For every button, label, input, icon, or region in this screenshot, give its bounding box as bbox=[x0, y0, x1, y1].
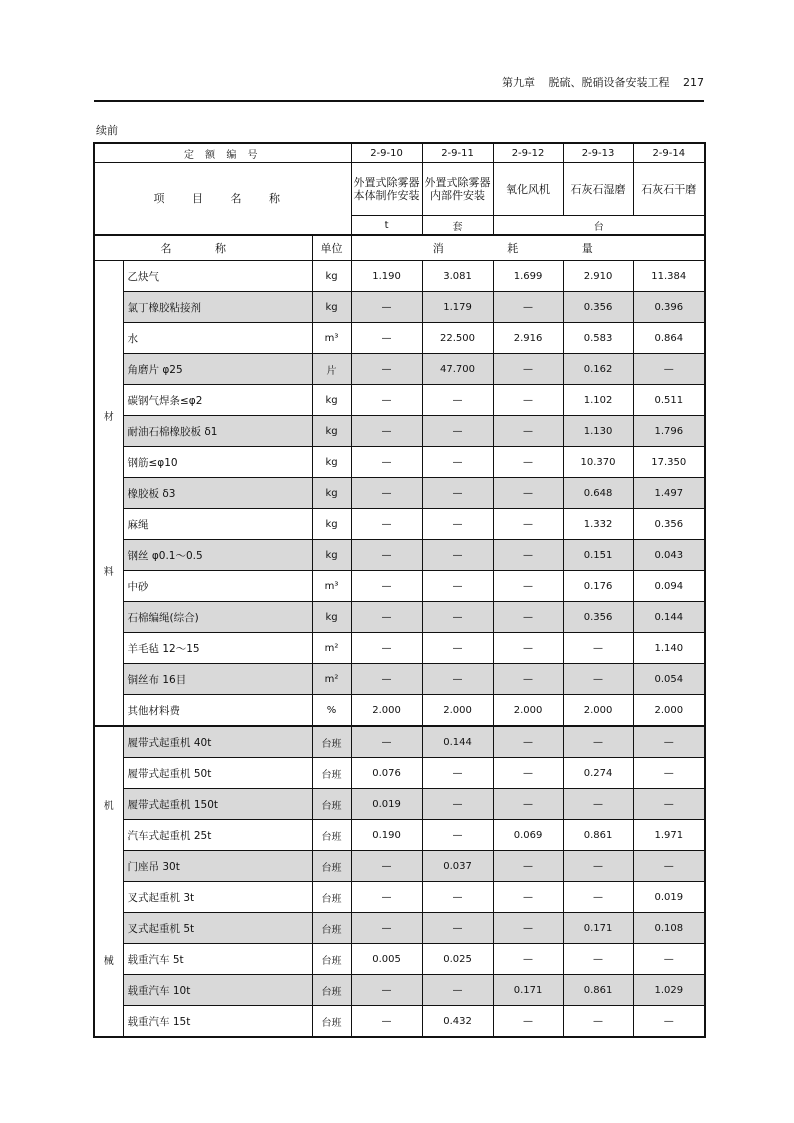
item-value: — bbox=[633, 944, 705, 975]
item-value: 1.796 bbox=[633, 416, 705, 447]
item-value: — bbox=[351, 478, 422, 509]
item-value: — bbox=[422, 416, 493, 447]
item-unit: kg bbox=[312, 509, 351, 540]
table-row bbox=[94, 820, 705, 851]
item-name: 载重汽车 15t bbox=[123, 1006, 312, 1038]
item-value: 1.190 bbox=[351, 261, 422, 292]
machinery-category-char: 机 bbox=[103, 800, 114, 812]
item-unit: % bbox=[312, 695, 351, 727]
item-value: — bbox=[422, 913, 493, 944]
item-value: 2.000 bbox=[563, 695, 633, 727]
item-name: 橡胶板 δ3 bbox=[123, 478, 312, 509]
item-value: 0.037 bbox=[422, 851, 493, 882]
item-unit: 台班 bbox=[312, 944, 351, 975]
item-value: — bbox=[493, 354, 563, 385]
item-value: 1.130 bbox=[563, 416, 633, 447]
quota-no-label: 定 额 编 号 bbox=[94, 143, 351, 163]
table-row bbox=[94, 1006, 705, 1038]
col-name: 外置式除雾器本体制作安装 bbox=[351, 163, 422, 216]
item-value: 0.356 bbox=[563, 602, 633, 633]
col-code: 2-9-13 bbox=[563, 143, 633, 163]
item-name: 耐油石棉橡胶板 δ1 bbox=[123, 416, 312, 447]
col-name: 外置式除雾器内部件安装 bbox=[422, 163, 493, 216]
col-code: 2-9-12 bbox=[493, 143, 563, 163]
item-name: 碳钢气焊条≤φ2 bbox=[123, 385, 312, 416]
item-value: 0.396 bbox=[633, 292, 705, 323]
materials-category-char: 材 bbox=[103, 412, 114, 423]
item-unit: 台班 bbox=[312, 726, 351, 758]
item-value: — bbox=[351, 416, 422, 447]
item-value: — bbox=[633, 726, 705, 758]
item-value: — bbox=[422, 789, 493, 820]
item-value: — bbox=[493, 385, 563, 416]
table-row bbox=[94, 695, 705, 727]
item-name: 载重汽车 10t bbox=[123, 975, 312, 1006]
table-row bbox=[94, 292, 705, 323]
item-name: 钢丝 φ0.1～0.5 bbox=[123, 540, 312, 571]
item-value: 2.910 bbox=[563, 261, 633, 292]
item-unit: m³ bbox=[312, 571, 351, 602]
table-row bbox=[94, 633, 705, 664]
table-row bbox=[94, 913, 705, 944]
item-value: 0.356 bbox=[563, 292, 633, 323]
quota-table bbox=[93, 142, 706, 1038]
col-name: 石灰石干磨 bbox=[633, 163, 705, 216]
table-row bbox=[94, 354, 705, 385]
item-value: 0.274 bbox=[563, 758, 633, 789]
item-unit: m³ bbox=[312, 323, 351, 354]
item-value: 47.700 bbox=[422, 354, 493, 385]
item-value: 1.497 bbox=[633, 478, 705, 509]
table-row bbox=[94, 602, 705, 633]
col-code: 2-9-14 bbox=[633, 143, 705, 163]
item-value: — bbox=[563, 944, 633, 975]
item-value: 2.916 bbox=[493, 323, 563, 354]
item-value: 17.350 bbox=[633, 447, 705, 478]
item-name: 叉式起重机 3t bbox=[123, 882, 312, 913]
item-name: 羊毛毡 12～15 bbox=[123, 633, 312, 664]
consumption-label: 消 耗 量 bbox=[351, 235, 705, 261]
item-value: — bbox=[563, 1006, 633, 1038]
item-value: 0.162 bbox=[563, 354, 633, 385]
item-value: 0.864 bbox=[633, 323, 705, 354]
item-name: 石棉编绳(综合) bbox=[123, 602, 312, 633]
item-name-label: 项 目 名 称 bbox=[94, 163, 351, 236]
item-name: 门座吊 30t bbox=[123, 851, 312, 882]
item-unit: m² bbox=[312, 633, 351, 664]
item-value: — bbox=[493, 540, 563, 571]
item-unit: 片 bbox=[312, 354, 351, 385]
item-value: 0.005 bbox=[351, 944, 422, 975]
item-value: 1.699 bbox=[493, 261, 563, 292]
item-value: 0.144 bbox=[422, 726, 493, 758]
item-value: — bbox=[493, 447, 563, 478]
item-name: 麻绳 bbox=[123, 509, 312, 540]
item-value: 0.176 bbox=[563, 571, 633, 602]
item-value: — bbox=[563, 664, 633, 695]
item-value: — bbox=[422, 882, 493, 913]
item-value: — bbox=[633, 851, 705, 882]
table-row bbox=[94, 975, 705, 1006]
item-value: — bbox=[493, 416, 563, 447]
col-name: 氧化风机 bbox=[493, 163, 563, 216]
item-value: — bbox=[351, 851, 422, 882]
item-value: 11.384 bbox=[633, 261, 705, 292]
table-row bbox=[94, 571, 705, 602]
table-row bbox=[94, 540, 705, 571]
item-value: — bbox=[493, 913, 563, 944]
item-value: — bbox=[493, 664, 563, 695]
item-value: — bbox=[633, 354, 705, 385]
item-value: 0.861 bbox=[563, 820, 633, 851]
item-unit: 台班 bbox=[312, 913, 351, 944]
item-value: — bbox=[493, 882, 563, 913]
item-value: — bbox=[422, 820, 493, 851]
item-value: 0.171 bbox=[563, 913, 633, 944]
table-row bbox=[94, 851, 705, 882]
item-value: — bbox=[422, 664, 493, 695]
item-value: — bbox=[422, 571, 493, 602]
item-value: — bbox=[351, 664, 422, 695]
item-value: — bbox=[633, 758, 705, 789]
item-value: — bbox=[351, 882, 422, 913]
item-value: — bbox=[351, 540, 422, 571]
item-value: 3.081 bbox=[422, 261, 493, 292]
materials-category-char: 料 bbox=[103, 567, 114, 578]
item-value: 2.000 bbox=[422, 695, 493, 727]
item-value: — bbox=[351, 447, 422, 478]
table-row bbox=[94, 882, 705, 913]
item-value: — bbox=[493, 633, 563, 664]
item-name: 钢筋≤φ10 bbox=[123, 447, 312, 478]
table-row bbox=[94, 664, 705, 695]
item-value: — bbox=[493, 571, 563, 602]
item-value: — bbox=[493, 478, 563, 509]
item-value: 0.069 bbox=[493, 820, 563, 851]
item-name: 叉式起重机 5t bbox=[123, 913, 312, 944]
item-name: 载重汽车 5t bbox=[123, 944, 312, 975]
col-name: 石灰石湿磨 bbox=[563, 163, 633, 216]
item-unit: 台班 bbox=[312, 975, 351, 1006]
item-value: — bbox=[351, 975, 422, 1006]
item-value: 0.151 bbox=[563, 540, 633, 571]
item-value: — bbox=[351, 1006, 422, 1038]
item-value: — bbox=[422, 758, 493, 789]
item-value: — bbox=[563, 789, 633, 820]
unit-cell: t bbox=[351, 216, 422, 236]
item-value: — bbox=[633, 1006, 705, 1038]
item-name: 铜丝布 16目 bbox=[123, 664, 312, 695]
item-unit: kg bbox=[312, 292, 351, 323]
item-value: — bbox=[422, 478, 493, 509]
item-value: 0.076 bbox=[351, 758, 422, 789]
item-unit: kg bbox=[312, 478, 351, 509]
table-row bbox=[94, 944, 705, 975]
item-value: — bbox=[493, 758, 563, 789]
item-value: — bbox=[493, 851, 563, 882]
item-unit: 台班 bbox=[312, 851, 351, 882]
table-row bbox=[94, 261, 705, 292]
item-value: 0.861 bbox=[563, 975, 633, 1006]
item-value: — bbox=[493, 1006, 563, 1038]
item-unit: kg bbox=[312, 447, 351, 478]
table-row bbox=[94, 509, 705, 540]
col-code: 2-9-11 bbox=[422, 143, 493, 163]
col-name-label: 名 称 bbox=[94, 235, 312, 261]
table-row bbox=[94, 789, 705, 820]
machinery-category-char: 械 bbox=[103, 955, 114, 967]
item-value: — bbox=[493, 509, 563, 540]
col-unit-label: 单位 bbox=[312, 235, 351, 261]
item-value: — bbox=[351, 602, 422, 633]
item-value: 0.144 bbox=[633, 602, 705, 633]
item-unit: 台班 bbox=[312, 820, 351, 851]
table-row bbox=[94, 447, 705, 478]
continued-label: 续前 bbox=[96, 124, 118, 137]
item-value: — bbox=[563, 851, 633, 882]
item-value: 0.511 bbox=[633, 385, 705, 416]
item-unit: 台班 bbox=[312, 1006, 351, 1038]
unit-cell: 套 bbox=[422, 216, 493, 236]
item-value: — bbox=[351, 509, 422, 540]
item-value: 0.171 bbox=[493, 975, 563, 1006]
item-value: 2.000 bbox=[493, 695, 563, 727]
machinery-category bbox=[94, 726, 123, 1037]
item-value: 0.190 bbox=[351, 820, 422, 851]
table-row bbox=[94, 323, 705, 354]
item-value: — bbox=[422, 633, 493, 664]
item-value: 0.054 bbox=[633, 664, 705, 695]
item-name: 乙炔气 bbox=[123, 261, 312, 292]
item-value: — bbox=[563, 726, 633, 758]
item-value: — bbox=[351, 913, 422, 944]
item-value: 0.019 bbox=[633, 882, 705, 913]
item-value: — bbox=[493, 292, 563, 323]
page-header bbox=[94, 74, 704, 94]
chapter-number: 第九章 bbox=[502, 76, 535, 89]
item-unit: 台班 bbox=[312, 882, 351, 913]
item-value: 2.000 bbox=[633, 695, 705, 727]
item-value: — bbox=[422, 447, 493, 478]
item-value: 0.648 bbox=[563, 478, 633, 509]
item-value: 1.179 bbox=[422, 292, 493, 323]
item-value: — bbox=[422, 509, 493, 540]
item-value: 0.356 bbox=[633, 509, 705, 540]
item-value: — bbox=[351, 633, 422, 664]
header-rule bbox=[94, 100, 704, 102]
item-value: 22.500 bbox=[422, 323, 493, 354]
item-value: — bbox=[493, 944, 563, 975]
item-value: — bbox=[351, 354, 422, 385]
item-name: 氯丁橡胶粘接剂 bbox=[123, 292, 312, 323]
item-value: — bbox=[422, 385, 493, 416]
table-row bbox=[94, 385, 705, 416]
item-value: — bbox=[351, 726, 422, 758]
col-code: 2-9-10 bbox=[351, 143, 422, 163]
item-value: — bbox=[563, 882, 633, 913]
table-row bbox=[94, 726, 705, 758]
item-value: — bbox=[351, 323, 422, 354]
item-value: — bbox=[563, 633, 633, 664]
item-value: — bbox=[493, 789, 563, 820]
item-name: 汽车式起重机 25t bbox=[123, 820, 312, 851]
item-value: 1.971 bbox=[633, 820, 705, 851]
item-value: — bbox=[351, 571, 422, 602]
item-value: 0.583 bbox=[563, 323, 633, 354]
item-value: — bbox=[351, 292, 422, 323]
item-value: — bbox=[633, 789, 705, 820]
item-unit: kg bbox=[312, 261, 351, 292]
item-unit: kg bbox=[312, 416, 351, 447]
item-name: 角磨片 φ25 bbox=[123, 354, 312, 385]
item-value: 10.370 bbox=[563, 447, 633, 478]
item-name: 中砂 bbox=[123, 571, 312, 602]
item-name: 履带式起重机 150t bbox=[123, 789, 312, 820]
item-value: — bbox=[351, 385, 422, 416]
item-value: — bbox=[422, 602, 493, 633]
item-value: — bbox=[493, 602, 563, 633]
item-name: 水 bbox=[123, 323, 312, 354]
item-value: — bbox=[422, 975, 493, 1006]
item-value: 1.102 bbox=[563, 385, 633, 416]
item-value: 2.000 bbox=[351, 695, 422, 727]
item-value: 0.094 bbox=[633, 571, 705, 602]
item-name: 其他材料费 bbox=[123, 695, 312, 727]
item-value: 0.025 bbox=[422, 944, 493, 975]
item-name: 履带式起重机 40t bbox=[123, 726, 312, 758]
item-unit: m² bbox=[312, 664, 351, 695]
item-value: — bbox=[493, 726, 563, 758]
unit-cell: 台 bbox=[493, 216, 705, 236]
item-unit: kg bbox=[312, 602, 351, 633]
item-value: 1.332 bbox=[563, 509, 633, 540]
table-row bbox=[94, 758, 705, 789]
item-name: 履带式起重机 50t bbox=[123, 758, 312, 789]
item-value: 0.432 bbox=[422, 1006, 493, 1038]
item-unit: 台班 bbox=[312, 789, 351, 820]
item-unit: kg bbox=[312, 385, 351, 416]
chapter-title: 脱硫、脱硝设备安装工程 bbox=[548, 76, 670, 89]
item-value: 0.019 bbox=[351, 789, 422, 820]
item-value: 1.029 bbox=[633, 975, 705, 1006]
page-number: 217 bbox=[683, 76, 704, 89]
item-unit: 台班 bbox=[312, 758, 351, 789]
item-value: — bbox=[422, 540, 493, 571]
table-row bbox=[94, 416, 705, 447]
item-value: 1.140 bbox=[633, 633, 705, 664]
item-unit: kg bbox=[312, 540, 351, 571]
item-value: 0.043 bbox=[633, 540, 705, 571]
materials-category bbox=[94, 261, 123, 727]
item-value: 0.108 bbox=[633, 913, 705, 944]
table-row bbox=[94, 478, 705, 509]
